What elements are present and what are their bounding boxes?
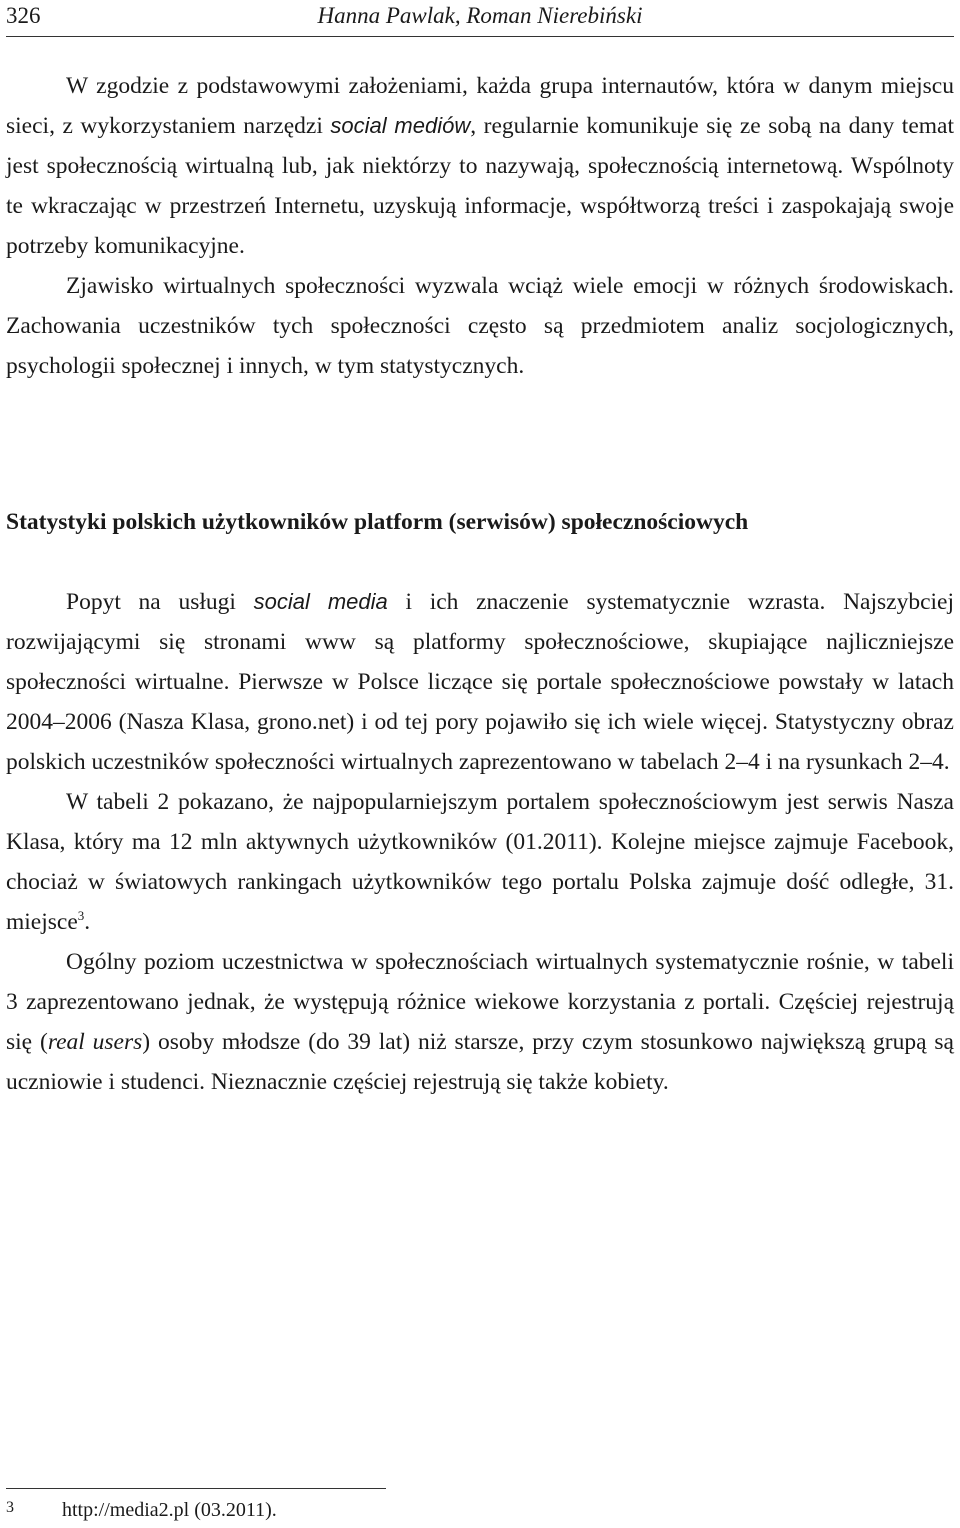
footnote-mark: 3 bbox=[6, 1499, 14, 1516]
paragraph-4: W tabeli 2 pokazano, że najpopularniejszym portalem społecznościowym jest serwis Nasza Klasa, który ma 12 mln aktywnych użytkowników (01.2011). Kolejne miejsce zajmuje Facebook, chociaż w światowych rankingach użytkowników tego portalu Polska zajmuje dość odległe, 31. miejsce$^3$. bbox=[6, 789, 954, 935]
section-text bbox=[6, 582, 954, 1102]
running-head: Hanna Pawlak, Roman Nierebiński bbox=[317, 3, 643, 28]
paragraph-3: Popyt na usługi social media i ich znaczenie systematycznie wzrasta. Najszybciej rozwijającymi się stronami www są platformy społecznościowe, skupiające najliczniejsze społeczności wirtualne. Pierwsze w Polsce liczące się portale społecznościowe powstały w latach 2004–2006 (Nasza Klasa, grono.net) i od tej pory pojawiło się ich wiele więcej. Statystyczny obraz polskich uczestników społeczności wirtualnych zaprezentowano w tabelach 2–4 i na rysunkach 2–4. bbox=[6, 589, 954, 775]
paragraph-2: Zjawisko wirtualnych społeczności wyzwala wciąż wiele emocji w różnych środowiskach. Zachowania uczestników tych społeczności często są przedmiotem analiz socjologicznych, psychologii społecznej i innych, w tym statystycznych. bbox=[6, 273, 954, 379]
footnote-divider bbox=[6, 1488, 386, 1489]
footnote-text[interactable]: http://media2.pl (03.2011). bbox=[62, 1499, 277, 1521]
footnote-reference[interactable]: 3 bbox=[77, 908, 85, 924]
emphasis-social-media: social media bbox=[253, 589, 388, 614]
emphasis-social-mediow: social mediów bbox=[330, 113, 471, 138]
intro-text bbox=[6, 66, 954, 386]
paragraph-5: Ogólny poziom uczestnictwa w społecznościach wirtualnych systematycznie rośnie, w tabeli 3 zaprezentowano jednak, że występują różnice wiekowe korzystania z portali. Częściej rejestrują się (real users) osoby młodsze (do 39 lat) niż starsze, przy czym stosunkowo największą grupą są uczniowie i studenci. Nieznacznie częściej rejestrują się także kobiety. bbox=[6, 949, 954, 1095]
page-header bbox=[6, 0, 954, 37]
page-number: 326 bbox=[6, 3, 41, 28]
footnote bbox=[6, 1494, 277, 1524]
emphasis-real-users: real users bbox=[47, 1029, 143, 1055]
section-heading: Statystyki polskich użytkowników platform (serwisów) społecznościowych bbox=[6, 509, 749, 535]
paragraph-1: W zgodzie z podstawowymi założeniami, każda grupa internautów, która w danym miejscu sieci, z wykorzystaniem narzędzi social mediów, regularnie komunikuje się ze sobą na dany temat jest społecznością wirtualną lub, jak niektórzy to nazywają, społecznością internetową. Wspólnoty te wkraczając w przestrzeń Internetu, uzyskują informacje, współtworzą treści i zaspokajają swoje potrzeby komunikacyjne. bbox=[6, 73, 954, 259]
